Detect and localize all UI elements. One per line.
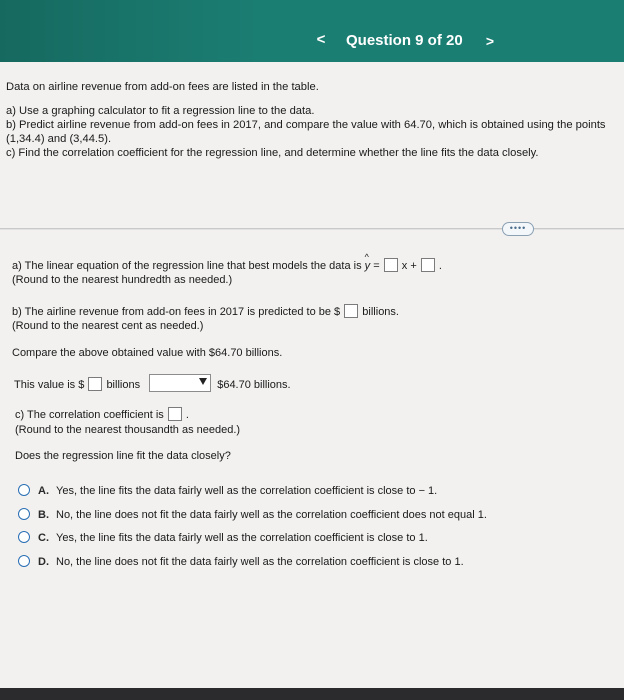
- compare-prompt: Compare the above obtained value with $64.70 billions.: [12, 347, 283, 359]
- bottom-edge-bar: [0, 688, 624, 700]
- option-d-radio[interactable]: [18, 555, 30, 567]
- option-c-letter: C.: [38, 532, 49, 544]
- intro-statement: Data on airline revenue from add-on fees are listed in the table.: [6, 81, 319, 93]
- previous-question-icon[interactable]: <: [316, 31, 326, 48]
- part-b-prompt: b) The airline revenue from add-on fees in 2017 is predicted to be $: [12, 306, 341, 318]
- question-counter: Question 9 of 20: [346, 32, 463, 49]
- option-a-text: Yes, the line fits the data fairly well as the correlation coefficient is close to − 1.: [56, 485, 438, 497]
- part-c-period: .: [185, 409, 189, 421]
- option-b-radio[interactable]: [18, 508, 30, 520]
- header-shade: [0, 0, 260, 62]
- option-d-text: No, the line does not fit the data fairly well as the correlation coefficient is close to 1.: [56, 556, 464, 568]
- part-b-note: (Round to the nearest cent as needed.): [12, 320, 204, 332]
- expand-more-button[interactable]: ••••: [502, 222, 534, 236]
- part-c-prompt: c) The correlation coefficient is: [15, 409, 164, 421]
- correlation-input[interactable]: [168, 407, 182, 421]
- dropdown-arrow-icon: [199, 378, 207, 385]
- option-b-letter: B.: [38, 509, 49, 521]
- comparison-value: $64.70 billions.: [217, 379, 291, 391]
- revenue-prediction-input[interactable]: [344, 304, 358, 318]
- problem-statement: [6, 80, 620, 160]
- this-value-label: This value is $: [14, 379, 85, 391]
- option-c[interactable]: [18, 531, 428, 545]
- option-c-radio[interactable]: [18, 531, 30, 543]
- option-a[interactable]: [18, 484, 437, 498]
- fit-question: Does the regression line fit the data closely?: [15, 450, 231, 462]
- part-a-prompt: a) The linear equation of the regression line that best models the data is: [12, 260, 362, 272]
- compare-line: [14, 374, 291, 393]
- option-a-letter: A.: [38, 485, 49, 497]
- slope-input[interactable]: [384, 258, 398, 272]
- option-b[interactable]: [18, 508, 487, 522]
- option-c-text: Yes, the line fits the data fairly well as the correlation coefficient is close to 1.: [56, 532, 428, 544]
- option-d[interactable]: [18, 555, 464, 569]
- option-b-text: No, the line does not fit the data fairly well as the correlation coefficient does not equal 1.: [56, 509, 487, 521]
- part-c-note: (Round to the nearest thousandth as needed.): [15, 424, 241, 436]
- part-c-line: [15, 407, 189, 423]
- option-a-radio[interactable]: [18, 484, 30, 496]
- x-term: x +: [401, 260, 417, 272]
- next-question-icon[interactable]: >: [485, 33, 495, 49]
- comparison-dropdown[interactable]: [149, 374, 211, 392]
- intro-part-b: b) Predict airline revenue from add-on fees in 2017, and compare the value with 64.70, which is obtained using the points (1,34.4) and (3,44.5).: [6, 119, 606, 145]
- intro-part-c: c) Find the correlation coefficient for the regression line, and determine whether the line fits the data closely.: [6, 147, 539, 159]
- part-a-line: [12, 258, 442, 274]
- intro-part-a: a) Use a graphing calculator to fit a regression line to the data.: [6, 105, 315, 117]
- billions-label: billions: [106, 379, 141, 391]
- y-hat-symbol: ^ y: [365, 259, 371, 274]
- part-b-unit: billions.: [362, 306, 399, 318]
- question-header-bar: [0, 0, 624, 62]
- part-a-note: (Round to the nearest hundredth as needed.): [12, 274, 233, 286]
- equals-sign: =: [373, 260, 380, 272]
- difference-input[interactable]: [88, 377, 102, 391]
- part-a-period: .: [438, 260, 442, 272]
- part-b-line: [12, 304, 399, 320]
- option-d-letter: D.: [38, 556, 49, 568]
- intercept-input[interactable]: [421, 258, 435, 272]
